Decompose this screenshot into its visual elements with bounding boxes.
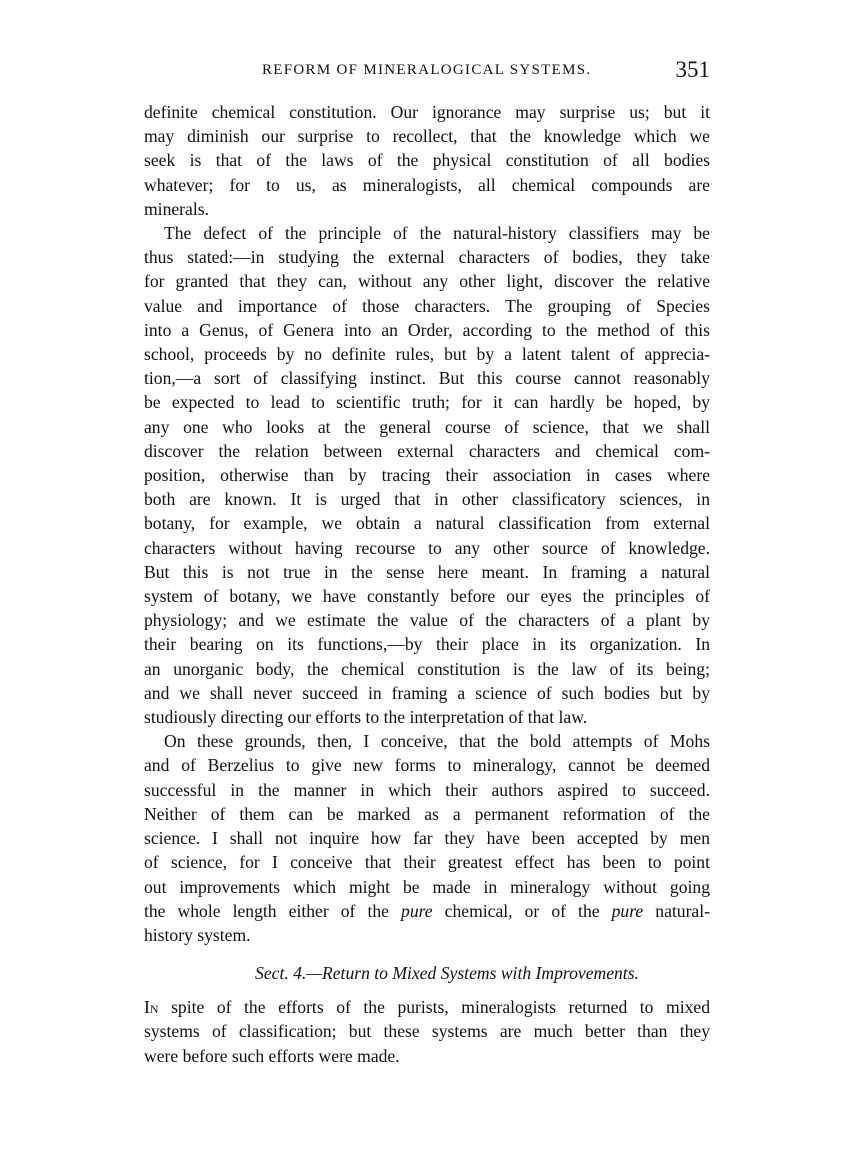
page-number: 351 (675, 57, 710, 82)
paragraph-line: science. I shall not inquire how far they have been accepted by men (144, 828, 710, 849)
running-title: REFORM OF MINERALOGICAL SYSTEMS. (262, 62, 592, 78)
paragraph-line: position, otherwise than by tracing their association in cases where (144, 465, 710, 486)
section-heading (144, 961, 710, 985)
paragraph-line: thus stated:—in studying the external characters of bodies, they take (144, 247, 710, 268)
paragraph-line: history system. (144, 924, 251, 945)
small-caps-lead: In (144, 997, 159, 1018)
paragraph-line: system of botany, we have constantly before our eyes the principles of (144, 586, 710, 607)
paragraph-line: definite chemical constitution. Our ignorance may surprise us; but it (144, 102, 710, 122)
paragraph-line: seek is that of the laws of the physical constitution of all bodies (144, 150, 710, 171)
italic-word: pure (611, 900, 644, 921)
paragraph-line: systems of classification; but these systems are much better than they (144, 1021, 710, 1042)
paragraph-line: were before such efforts were made. (144, 1045, 400, 1066)
paragraph-line: value and importance of those characters. The grouping of Species (144, 295, 710, 316)
paragraph-line: an unorganic body, the chemical constitution is the law of its being; (144, 658, 710, 679)
paragraph-line: physiology; and we estimate the value of the characters of a plant by (144, 610, 710, 631)
paragraph-1 (144, 100, 710, 221)
paragraph-line: school, proceeds by no definite rules, but by a latent talent of apprecia- (144, 344, 710, 365)
paragraph-line: botany, for example, we obtain a natural classification from external (144, 513, 710, 534)
italic-word: pure (401, 900, 433, 921)
section-label: Sect. 4. (255, 963, 307, 984)
paragraph-line: and of Berzelius to give new forms to mineralogy, cannot be deemed (144, 755, 710, 776)
paragraph-line: In spite of the efforts of the purists, mineralogists returned to mixed (144, 997, 710, 1018)
book-page (144, 57, 710, 1068)
running-head (144, 57, 710, 90)
paragraph-line: out improvements which might be made in mineralogy without going (144, 876, 710, 897)
paragraph-line: successful in the manner in which their authors aspired to succeed. (144, 779, 710, 800)
paragraph-line: may diminish our surprise to recollect, that the knowledge which we (144, 126, 710, 147)
paragraph-3 (144, 729, 710, 947)
paragraph-line: tion,—a sort of classifying instinct. But this course cannot reasonably (144, 368, 710, 389)
paragraph-2 (144, 221, 710, 729)
paragraph-4 (144, 995, 710, 1068)
paragraph-line: characters without having recourse to any other source of knowledge. (144, 537, 710, 558)
paragraph-line: the whole length either of the pure chemical, or of the pure natural- (144, 900, 710, 921)
section-title: Return to Mixed Systems with Improvements. (322, 963, 639, 984)
section-dash: — (306, 963, 322, 984)
paragraph-line: Neither of them can be marked as a permanent reformation of the (144, 803, 710, 824)
paragraph-line: be expected to lead to scientific truth; for it can hardly be hoped, by (144, 392, 710, 413)
paragraph-line: discover the relation between external characters and chemical com- (144, 440, 710, 461)
paragraph-line: and we shall never succeed in framing a science of such bodies but by (144, 682, 710, 703)
paragraph-line: for granted that they can, without any other light, discover the relative (144, 271, 710, 292)
paragraph-line: any one who looks at the general course of science, that we shall (144, 416, 710, 437)
paragraph-line: studiously directing our efforts to the interpretation of that law. (144, 707, 588, 728)
paragraph-line: both are known. It is urged that in other classificatory sciences, in (144, 489, 710, 510)
paragraph-line: The defect of the principle of the natural-history classifiers may be (164, 223, 710, 244)
paragraph-line: their bearing on its functions,—by their place in its organization. In (144, 634, 710, 655)
paragraph-line: minerals. (144, 198, 209, 219)
paragraph-line: whatever; for to us, as mineralogists, all chemical compounds are (144, 174, 710, 195)
body-text (144, 100, 710, 1068)
paragraph-line: into a Genus, of Genera into an Order, according to the method of this (144, 319, 710, 340)
paragraph-line: But this is not true in the sense here meant. In framing a natural (144, 561, 710, 582)
paragraph-line: of science, for I conceive that their greatest effect has been to point (144, 852, 710, 873)
paragraph-line: On these grounds, then, I conceive, that the bold attempts of Mohs (164, 731, 710, 752)
